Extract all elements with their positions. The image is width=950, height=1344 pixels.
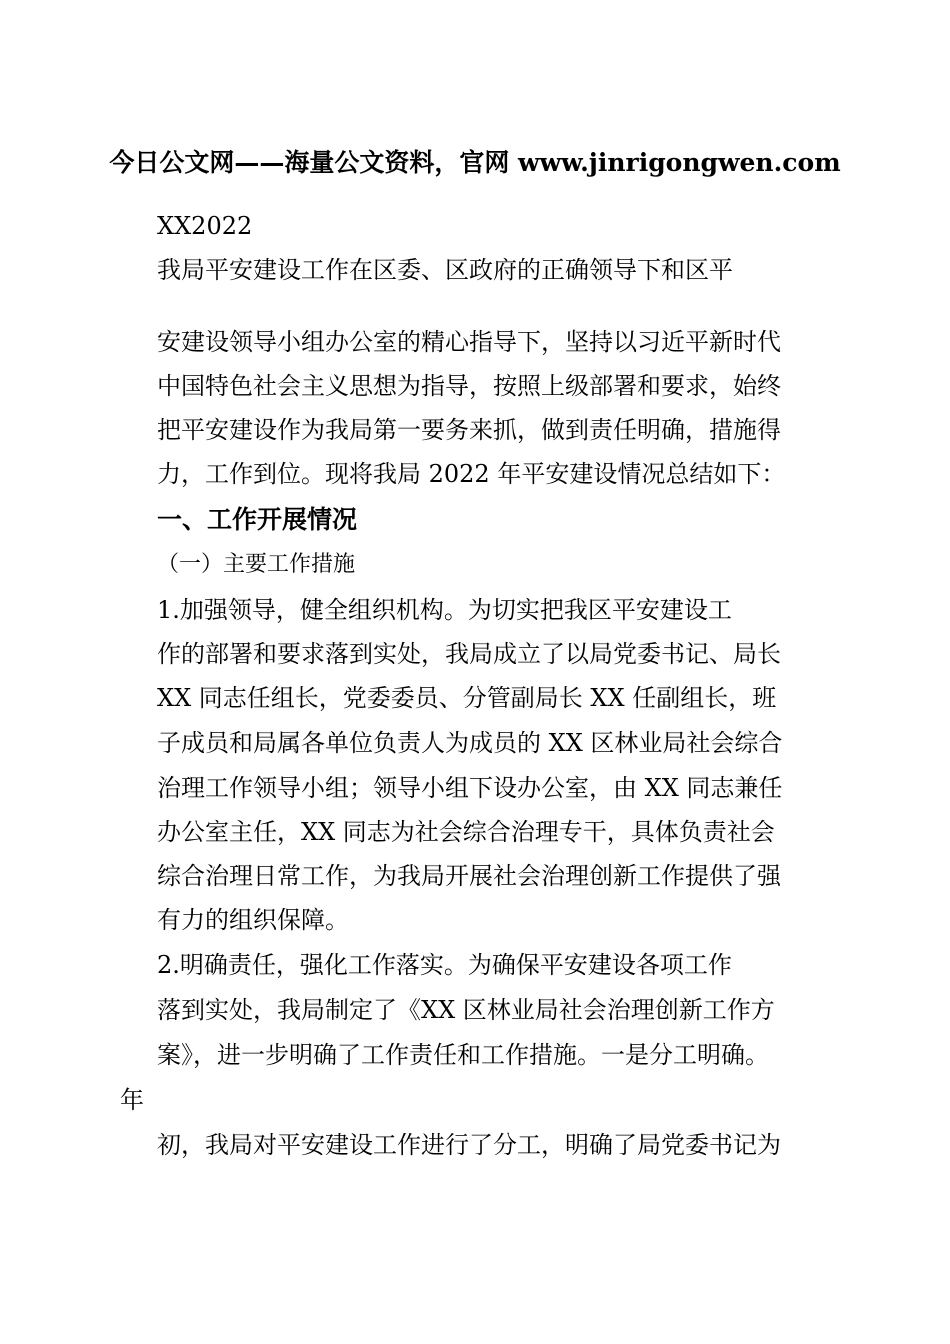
intro-line-3: 中国特色社会主义思想为指导，按照上级部署和要求，始终	[157, 372, 781, 400]
item2-line-2: 落到实处，我局制定了《XX 区林业局社会治理创新工作方	[157, 996, 775, 1024]
intro-line-2: 安建设领导小组办公室的精心指导下，坚持以习近平新时代	[157, 328, 781, 356]
item1-line-8: 有力的组织保障。	[157, 906, 349, 934]
item1-line-6: 办公室主任，XX 同志为社会综合治理专干，具体负责社会	[157, 818, 775, 846]
intro-line-1: 我局平安建设工作在区委、区政府的正确领导下和区平	[157, 256, 733, 284]
item1-line-1: 1.加强领导，健全组织机构。为切实把我区平安建设工	[157, 596, 732, 624]
item2-line-1: 2.明确责任，强化工作落实。为确保平安建设各项工作	[157, 951, 732, 979]
site-header-title: 今日公文网——海量公文资料，官网 www.jinrigongwen.com	[109, 148, 841, 177]
item1-line-3: XX 同志任组长，党委委员、分管副局长 XX 任副组长，班	[157, 684, 777, 712]
item1-line-7: 综合治理日常工作，为我局开展社会治理创新工作提供了强	[157, 862, 781, 890]
document-id: XX2022	[157, 212, 253, 240]
section-heading: 一、工作开展情况	[157, 505, 358, 534]
item1-line-4: 子成员和局属各单位负责人为成员的 XX 区林业局社会综合	[157, 729, 783, 757]
item1-line-5: 治理工作领导小组；领导小组下设办公室，由 XX 同志兼任	[157, 774, 783, 802]
item2-line-4: 初，我局对平安建设工作进行了分工，明确了局党委书记为	[157, 1131, 781, 1159]
subsection-heading: （一）主要工作措施	[157, 552, 356, 577]
intro-line-4: 把平安建设作为我局第一要务来抓，做到责任明确，措施得	[157, 416, 781, 444]
intro-line-5: 力，工作到位。现将我局 2022 年平安建设情况总结如下：	[157, 460, 786, 488]
wrapped-char: 年	[120, 1086, 144, 1114]
item1-line-2: 作的部署和要求落到实处，我局成立了以局党委书记、局长	[157, 640, 781, 668]
item2-line-3: 案》，进一步明确了工作责任和工作措施。一是分工明确。	[157, 1041, 769, 1069]
